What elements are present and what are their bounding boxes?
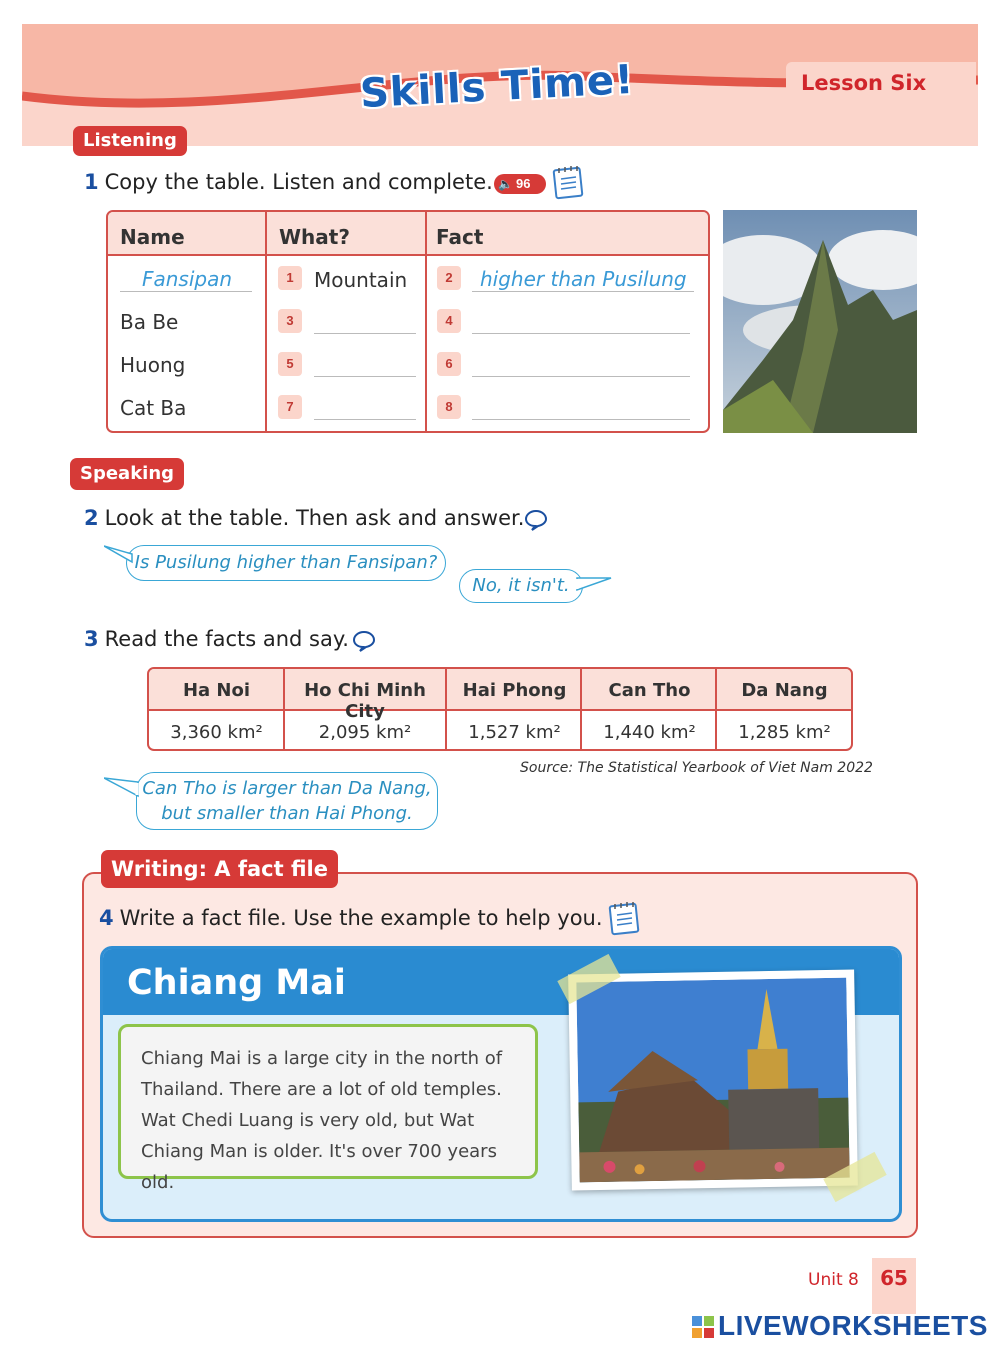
speech-bubble-question: Is Pusilung higher than Fansipan? [126,545,446,581]
liveworksheets-logo-icon [690,1314,716,1340]
page-title: Skills Time! [358,56,636,118]
text-line: Chiang Mai is a large city in the north of [141,1048,503,1069]
fact-cell-answer: higher than Pusilung [480,267,687,291]
city-name: Ha Noi [182,680,251,701]
text-line: Thailand. There are a lot of old temples. [141,1079,502,1100]
header-name: Name [120,225,185,249]
city-area: 1,285 km² [738,722,831,743]
writing-tag: Writing: A fact file [101,850,338,888]
listening-table [106,210,710,433]
city-area: 1,527 km² [468,722,561,743]
question-3 [84,627,349,651]
temple-photo [568,970,858,1191]
question-number: 3 [84,627,99,651]
item-number: 7 [278,395,302,419]
item-number: 1 [278,266,302,290]
question-text: Write a fact file. Use the example to help you. [119,906,603,930]
name-cell: Cat Ba [120,396,187,420]
city-name: Can Tho [608,680,691,701]
name-cell: Huong [120,353,186,377]
question-number: 4 [99,906,114,930]
table-header-row [108,212,708,256]
city-area: 3,360 km² [170,722,263,743]
question-4 [99,906,603,930]
source-note: Source: The Statistical Yearbook of Viet Nam 2022 [520,760,873,776]
question-text: Look at the table. Then ask and answer. [104,506,525,530]
answer-blank-3[interactable] [314,333,416,334]
name-cell: Ba Be [120,310,179,334]
city-area: 2,095 km² [318,722,412,743]
answer-blank-6[interactable] [472,376,690,377]
question-number: 2 [84,506,99,530]
answer-blank-7[interactable] [314,419,416,420]
temple-image [576,978,849,1183]
speech-bubble-icon [352,629,376,653]
speaking-tag: Speaking [70,458,184,490]
unit-label: Unit 8 [808,1270,859,1290]
speaker-icon: 🔈 [498,177,513,191]
question-number: 1 [84,170,99,194]
speech-bubble-answer: No, it isn't. [459,569,583,603]
what-cell: Mountain [314,268,408,292]
text-line: Wat Chedi Luang is very old, but Wat [141,1110,475,1131]
speech-bubble-comparison [136,772,438,830]
speech-bubble-icon [524,508,548,532]
name-cell-answer: Fansipan [142,267,233,291]
city-name: Hai Phong [462,680,567,701]
notebook-icon [552,164,586,200]
page-number: 65 [872,1258,916,1314]
city-name: Da Nang [741,680,828,701]
question-2 [84,506,524,530]
item-number: 4 [437,309,461,333]
city-area: 1,440 km² [603,722,696,743]
city-area-table [147,667,853,751]
question-text: Copy the table. Listen and complete. [104,170,493,194]
audio-track-number: 96 [516,176,531,191]
item-number: 3 [278,309,302,333]
brand-name: LIVEWORKSHEETS [718,1310,988,1341]
bubble-line: Can Tho is larger than Da Nang, [142,778,432,799]
bubble-line: but smaller than Hai Phong. [161,803,413,824]
item-number: 5 [278,352,302,376]
header-fact: Fact [436,225,484,249]
item-number: 8 [437,395,461,419]
answer-blank-4[interactable] [472,333,690,334]
listening-tag: Listening [73,126,187,156]
question-text: Read the facts and say. [104,627,349,651]
answer-blank-5[interactable] [314,376,416,377]
city-name: Ho Chi Minh City [304,680,426,722]
question-1 [84,170,493,194]
mountain-photo [723,210,917,433]
notebook-icon [608,900,642,936]
item-number: 6 [437,352,461,376]
fact-file-text [118,1024,538,1193]
lesson-label: Lesson Six [786,62,976,104]
header-what: What? [279,225,350,249]
card-title: Chiang Mai [127,963,346,1003]
item-number: 2 [437,266,461,290]
answer-blank-8[interactable] [472,419,690,420]
audio-track-button[interactable] [494,174,546,194]
text-line: Chiang Man is older. It's over 700 years old. [141,1141,497,1193]
